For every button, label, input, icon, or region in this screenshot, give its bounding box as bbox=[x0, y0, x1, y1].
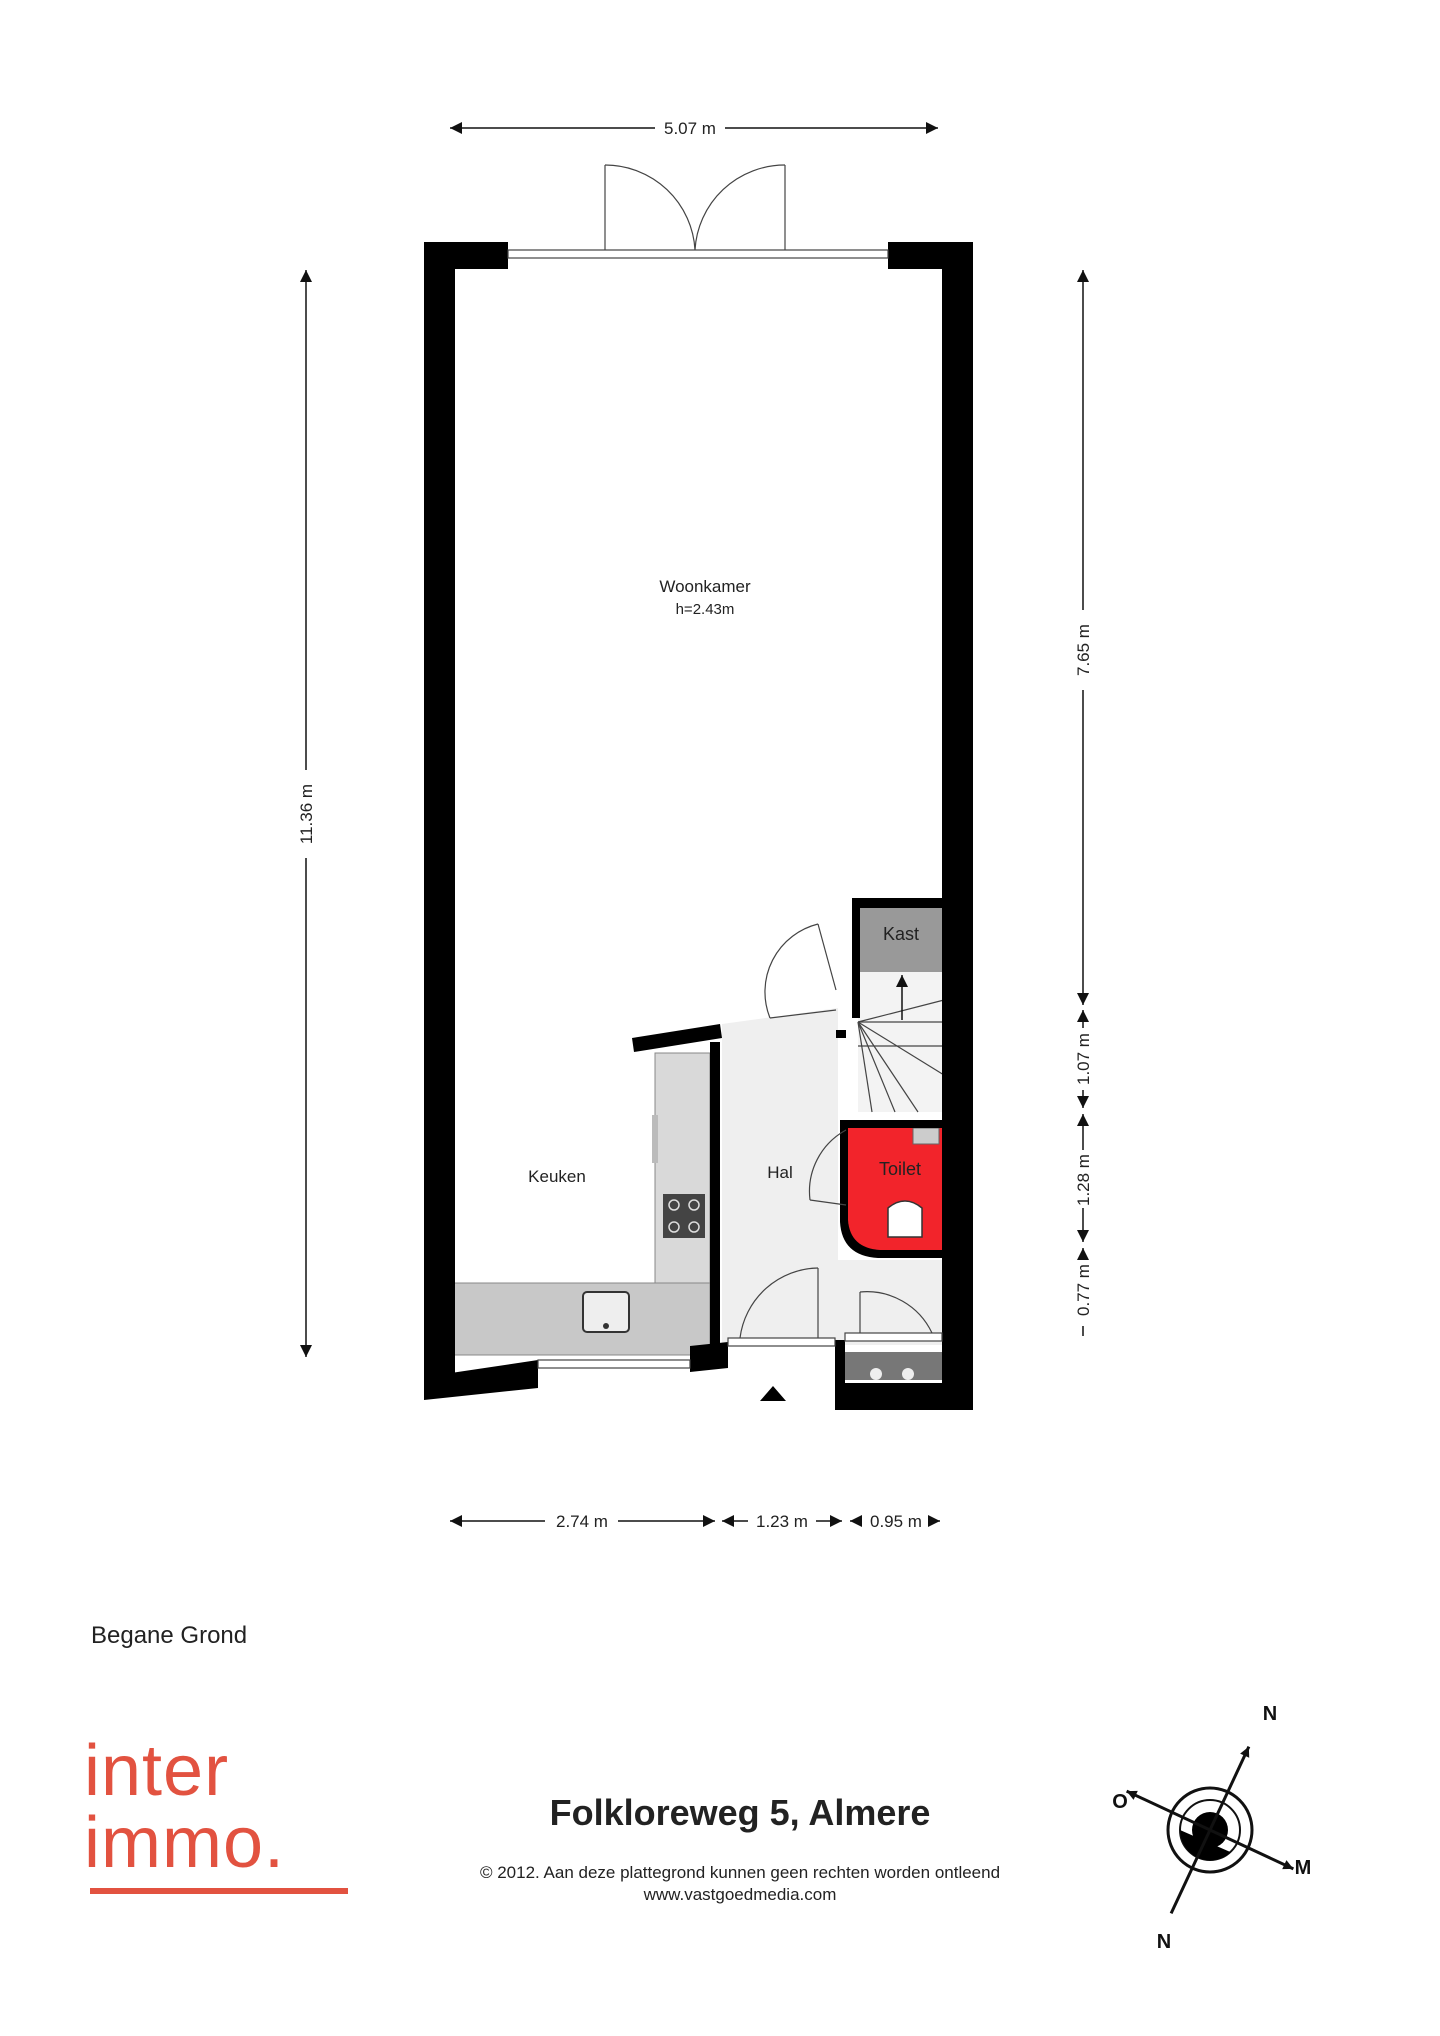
dim-right-mid1-label: 1.07 m bbox=[1074, 1033, 1093, 1085]
dim-left-height-label: 11.36 m bbox=[297, 783, 316, 845]
compass-n-top: N bbox=[1262, 1703, 1278, 1725]
dim-right-mid2-label: 1.28 m bbox=[1074, 1154, 1093, 1206]
toilet-label: Toilet bbox=[878, 1159, 922, 1179]
dim-bottom-left-label: 2.74 m bbox=[556, 1512, 608, 1531]
logo bbox=[84, 1731, 364, 1915]
dim-bottom-mid-label: 1.23 m bbox=[756, 1512, 808, 1531]
dim-right-upper-label: 7.65 m bbox=[1074, 624, 1093, 676]
entrance-arrow-icon bbox=[760, 1386, 786, 1401]
woonkamer-label: Woonkamer bbox=[659, 577, 751, 596]
logo-underline bbox=[90, 1888, 348, 1894]
compass-n-bottom: N bbox=[1156, 1931, 1172, 1953]
hob-icon bbox=[663, 1194, 705, 1238]
dim-bottom-right-label: 0.95 m bbox=[870, 1512, 922, 1531]
woonkamer-height-label: h=2.43m bbox=[675, 601, 735, 618]
compass-icon bbox=[1088, 1703, 1333, 1953]
floor-name: Begane Grond bbox=[91, 1622, 248, 1649]
copyright-text: © 2012. Aan deze plattegrond kunnen geen rechten worden ontleend bbox=[479, 1863, 1001, 1882]
logo-line1: inter bbox=[84, 1731, 230, 1811]
dim-bottom bbox=[450, 1512, 940, 1531]
meter-cupboard bbox=[845, 1352, 943, 1380]
logo-line2: immo. bbox=[84, 1803, 285, 1883]
kast-label: Kast bbox=[882, 924, 920, 944]
dim-top-width-label: 5.07 m bbox=[664, 119, 716, 138]
keuken-label: Keuken bbox=[528, 1167, 586, 1186]
dim-left-height bbox=[297, 270, 316, 1357]
website-text: www.vastgoedmedia.com bbox=[643, 1885, 837, 1904]
compass-west: O bbox=[1112, 1791, 1128, 1813]
kitchen-counter bbox=[452, 1053, 710, 1355]
dim-right bbox=[1074, 270, 1093, 1336]
compass-east: M bbox=[1294, 1857, 1312, 1879]
dim-top-width bbox=[450, 119, 938, 138]
dim-right-lower-label: 0.77 m bbox=[1074, 1264, 1093, 1316]
address-title: Folkloreweg 5, Almere bbox=[549, 1792, 931, 1833]
hal-label: Hal bbox=[767, 1163, 793, 1182]
toilet-bowl-icon bbox=[888, 1201, 922, 1237]
